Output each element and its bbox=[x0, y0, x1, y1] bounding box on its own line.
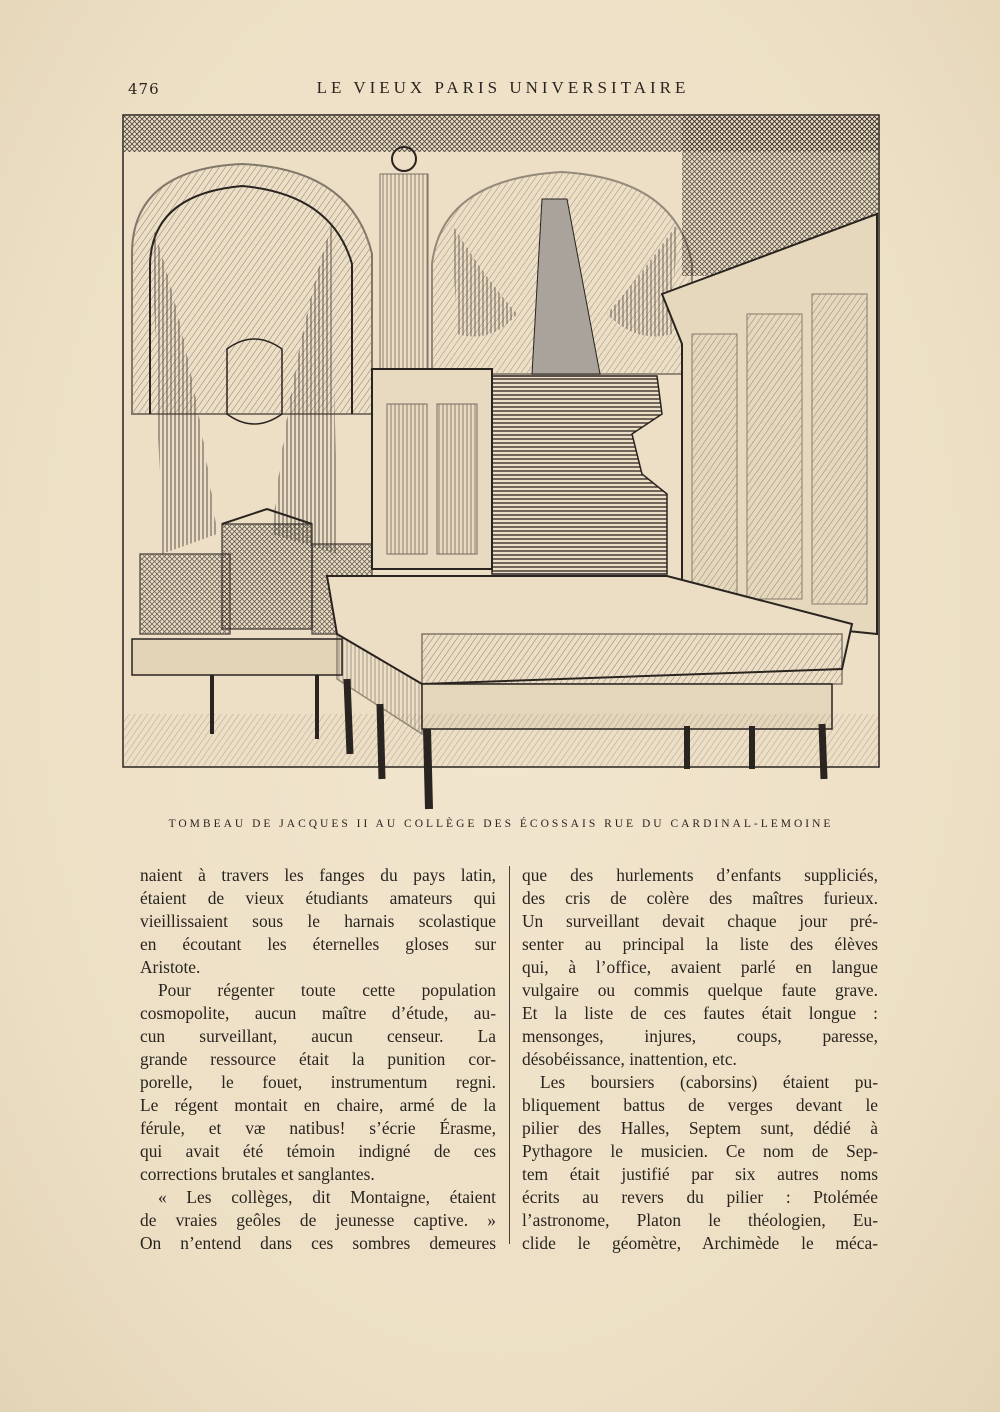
text-line: de vraies geôles de jeunesse captive. » bbox=[140, 1210, 496, 1230]
text-column-left bbox=[140, 864, 496, 1255]
column-divider bbox=[509, 866, 510, 1244]
engraving-illustration bbox=[122, 114, 880, 814]
text-line: des cris de colère des maîtres furieux. bbox=[522, 888, 878, 908]
page-header bbox=[128, 76, 878, 104]
text-line: On n’entend dans ces sombres demeures bbox=[140, 1233, 496, 1253]
text-line: cosmopolite, aucun maître d’étude, au- bbox=[140, 1003, 496, 1023]
text-line: mensonges, injures, coups, paresse, bbox=[522, 1026, 878, 1046]
text-line: tem était justifié par six autres noms bbox=[522, 1164, 878, 1184]
text-line: cun surveillant, aucun censeur. La bbox=[140, 1026, 496, 1046]
text-line: bliquement battus de verges devant le bbox=[522, 1095, 878, 1115]
figure-caption: TOMBEAU DE JACQUES II AU COLLÈGE DES ÉCOSSAIS RUE DU CARDINAL-LEMOINE bbox=[168, 818, 834, 830]
text-line: Les boursiers (caborsins) étaient pu- bbox=[540, 1072, 878, 1092]
text-line: clide le géomètre, Archimède le méca- bbox=[522, 1233, 878, 1253]
text-line: naient à travers les fanges du pays latin, bbox=[140, 865, 496, 885]
text-line: l’astronome, Platon le théologien, Eu- bbox=[522, 1210, 878, 1230]
text-line: qui avait été témoin indigné de ces bbox=[140, 1141, 496, 1161]
text-line: Le régent montait en chaire, armé de la bbox=[140, 1095, 496, 1115]
text-column-right bbox=[522, 864, 878, 1255]
text-line: senter au principal la liste des élèves bbox=[522, 934, 878, 954]
text-line: qui, à l’office, avaient parlé en langue bbox=[522, 957, 878, 977]
text-line: en écoutant les éternelles gloses sur bbox=[140, 934, 496, 954]
text-line: pilier des Halles, Septem sunt, dédié à bbox=[522, 1118, 878, 1138]
text-line: Aristote. bbox=[140, 957, 201, 977]
text-line: écrits au revers du pilier : Ptolémée bbox=[522, 1187, 878, 1207]
text-line: « Les collèges, dit Montaigne, étaient bbox=[158, 1187, 496, 1207]
text-line: vulgaire ou commis quelque faute grave. bbox=[522, 980, 878, 1000]
text-line: grande ressource était la punition cor- bbox=[140, 1049, 496, 1069]
text-line: étaient de vieux étudiants amateurs qui bbox=[140, 888, 496, 908]
text-line: férule, et væ natibus! s’écrie Érasme, bbox=[140, 1118, 496, 1138]
running-title: LE VIEUX PARIS UNIVERSITAIRE bbox=[316, 78, 690, 97]
text-line: Et la liste de ces fautes était longue : bbox=[522, 1003, 878, 1023]
text-line: que des hurlements d’enfants suppliciés, bbox=[522, 865, 878, 885]
text-line: porelle, le fouet, instrumentum regni. bbox=[140, 1072, 496, 1092]
text-line: vieillissaient sous le harnais scolastique bbox=[140, 911, 496, 931]
text-line: corrections brutales et sanglantes. bbox=[140, 1164, 375, 1184]
text-line: Pour régenter toute cette population bbox=[158, 980, 496, 1000]
text-line: Pythagore le musicien. Ce nom de Sep- bbox=[522, 1141, 878, 1161]
engraving-interior-tomb-icon bbox=[122, 114, 880, 814]
text-line: Un surveillant devait chaque jour pré- bbox=[522, 911, 878, 931]
text-line: désobéissance, inattention, etc. bbox=[522, 1049, 737, 1069]
page-number: 476 bbox=[128, 80, 160, 98]
